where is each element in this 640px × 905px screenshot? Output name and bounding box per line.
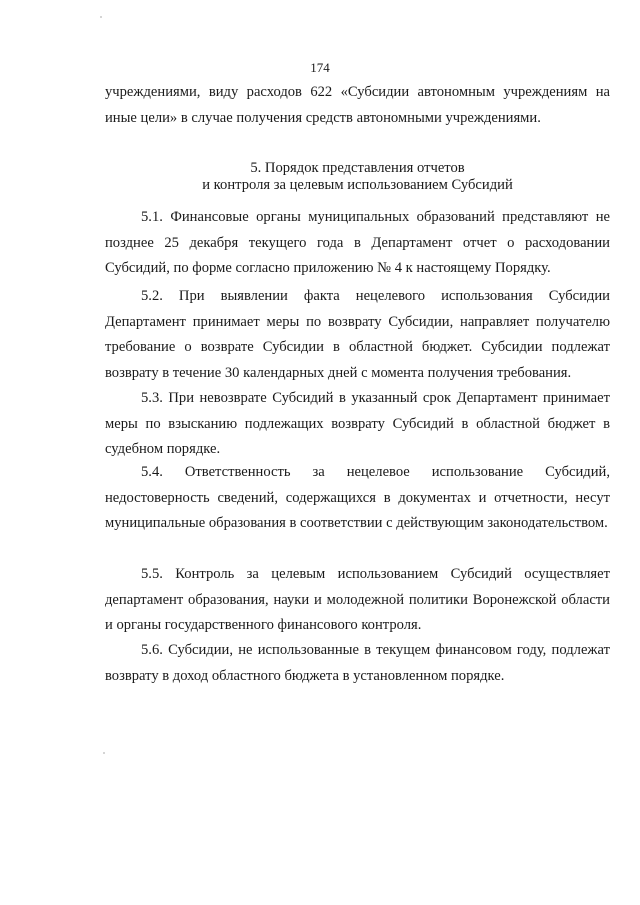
- paragraph-5-1: 5.1. Финансовые органы муниципальных образований представляют не позднее 25 декабря текущего года в Департамент отчет о расходовании Субсидий, по форме согласно приложению № 4 к настоящему Порядку.: [105, 209, 610, 276]
- paragraph-5-5: 5.5. Контроль за целевым использованием Субсидий осуществляет департамент образования, науки и молодежной политики Воронежской области и органы государственного финансового контроля.: [105, 566, 610, 633]
- paragraph-5-6-block: [105, 638, 610, 689]
- page-number: 174: [310, 60, 330, 75]
- intro-block: [105, 80, 610, 131]
- paragraph-5-3-block: [105, 386, 610, 463]
- paragraph-5-3: 5.3. При невозврате Субсидий в указанный срок Департамент принимает меры по взысканию подлежащих возврату Субсидий в областной бюджет в судебном порядке.: [105, 390, 610, 457]
- paragraph-5-4: 5.4. Ответственность за нецелевое использование Субсидий, недостоверность сведений, содержащихся в документах и отчетности, несут муниципальные образования в соответствии с действующим законодательством.: [105, 464, 610, 531]
- paragraph-5-2-block: [105, 284, 610, 386]
- scan-artifact: [103, 752, 105, 754]
- paragraph-5-5-block: [105, 562, 610, 639]
- paragraph-5-4-block: [105, 460, 610, 537]
- section-title-line-1: 5. Порядок представления отчетов: [250, 160, 465, 176]
- scan-artifact: [100, 16, 102, 18]
- intro-paragraph: учреждениями, виду расходов 622 «Субсидии автономным учреждениям на иные цели» в случае получения средств автономными учреждениями.: [105, 84, 610, 126]
- paragraph-5-1-block: [105, 205, 610, 282]
- paragraph-5-6: 5.6. Субсидии, не использованные в текущем финансовом году, подлежат возврату в доход областного бюджета в установленном порядке.: [105, 642, 610, 684]
- section-heading: [105, 160, 610, 194]
- paragraph-5-2: 5.2. При выявлении факта нецелевого использования Субсидии Департамент принимает меры по возврату Субсидии, направляет получателю требование о возврате Субсидии в областной бюджет. Субсидии подлежат возврату в течение 30 календарных дней с момента получения требования.: [105, 288, 610, 381]
- section-title-line-2: и контроля за целевым использованием Субсидий: [202, 177, 513, 193]
